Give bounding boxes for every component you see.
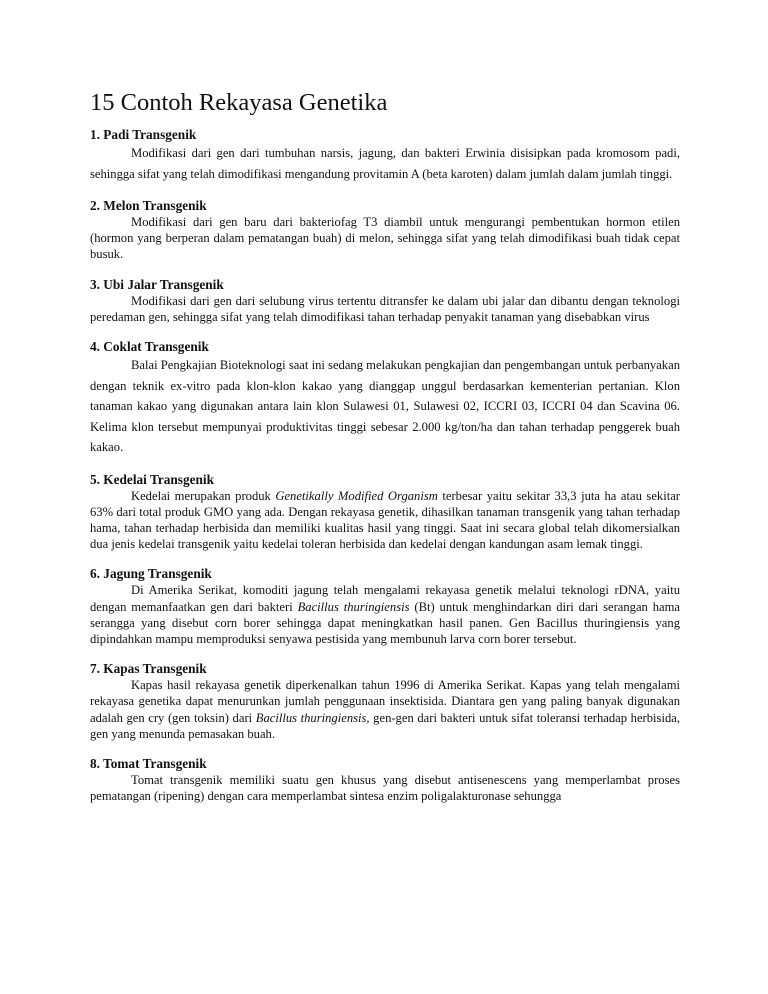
body-text: Di Amerika Serikat, komoditi jagung telah mengalami rekayasa genetik melalui teknologi rDNA, yaitu dengan memanfaatkan gen dari bakteri bbox=[90, 583, 680, 614]
section-title: 6. Jagung Transgenik bbox=[90, 566, 212, 582]
section-coklat bbox=[90, 338, 680, 458]
section-body: Tomat transgenik memiliki suatu gen khusus yang disebut antisenescens yang memperlambat proses pematangan (ripening) dengan cara memperlambat sintesa enzim poligalakturonase sehungga bbox=[90, 772, 680, 804]
body-text: (Bt) untuk menghindarkan diri dari serangan hama serangga yang disebut corn borer sehingga dapat meningkatkan hasil panen. Gen Bacillus thuringiensis yang dipindahkan mampu memproduksi senyawa pestisida yang membunuh larva corn borer tersebut. bbox=[90, 599, 680, 646]
section-title: 8. Tomat Transgenik bbox=[90, 755, 207, 771]
section-body bbox=[90, 582, 680, 647]
section-title: 7. Kapas Transgenik bbox=[90, 661, 207, 677]
section-jagung bbox=[90, 565, 680, 647]
section-body bbox=[90, 677, 680, 742]
section-title: 5. Kedelai Transgenik bbox=[90, 471, 214, 487]
section-title: 1. Padi Transgenik bbox=[90, 127, 197, 142]
section-ubi-jalar bbox=[90, 276, 680, 325]
section-body: Balai Pengkajian Bioteknologi saat ini sedang melakukan pengkajian dan pengembangan untuk perbanyakan dengan teknik ex-vitro pada klon-klon kakao yang dianggap unggul berdasarkan kementerian pertanian. Klon tanaman kakao yang digunakan antara lain klon Sulawesi 01, Sulawesi 02, ICCRI 03, ICCRI 04 dan Scavina 06. Kelima klon tersebut mempunyai produktivitas tinggi sebesar 2.000 kg/ton/ha dan tahan terhadap penggerek buah kakao. bbox=[90, 358, 680, 455]
section-title: 2. Melon Transgenik bbox=[90, 198, 207, 213]
body-text: Kapas hasil rekayasa genetik diperkenalkan tahun 1996 di Amerika Serikat. Kapas yang telah mengalami rekayasa genetika dapat menurunkan jumlah penggunaan insektisida. Diantara gen yang paling banyak digunakan adalah gen cry (gen toksin) dari bbox=[90, 678, 680, 725]
document-page bbox=[90, 88, 680, 817]
section-title: 3. Ubi Jalar Transgenik bbox=[90, 276, 224, 292]
section-body: Modifikasi dari gen baru dari bakteriofag T3 diambil untuk mengurangi pembentukan hormon etilen (hormon yang berperan dalam pematangan buah) di melon, sehingga sifat yang telah dimodifikasi buah tidak cepat busuk. bbox=[90, 215, 680, 262]
section-body: Modifikasi dari gen dari selubung virus tertentu ditransfer ke dalam ubi jalar dan dibantu dengan teknologi peredaman gen, sehingga sifat yang telah dimodifikasi tahan terhadap penyakit tanaman yang disebabkan virus bbox=[90, 293, 680, 324]
section-melon bbox=[90, 197, 680, 263]
document-title: 15 Contoh Rekayasa Genetika bbox=[90, 89, 388, 116]
section-tomat bbox=[90, 755, 680, 804]
body-text: , gen-gen dari bakteri untuk sifat toleransi terhadap herbisida, gen yang menunda pemasakan buah. bbox=[90, 710, 680, 741]
species-name: Bacillus thuringiensis bbox=[255, 710, 367, 725]
section-padi bbox=[90, 126, 680, 184]
section-body bbox=[90, 488, 680, 553]
body-text: terbesar yaitu sekitar 33,3 juta ha atau sekitar 63% dari total produk GMO yang ada. Dengan rekayasa genetik, dihasilkan tanaman transgenik yang tahan terhadap hama, tahan terhadap herbisida dan memiliki kualitas hasil yang tinggi. Saat ini secara global telah dikomersialkan dua jenis kedelai transgenik yaitu kedelai toleran herbisida dan kedelai dengan kandungan asam lemak tinggi. bbox=[90, 488, 680, 552]
species-name: Bacillus thuringiensis bbox=[297, 599, 410, 614]
section-title: 4. Coklat Transgenik bbox=[90, 339, 209, 355]
section-kapas bbox=[90, 660, 680, 742]
section-body: Modifikasi dari gen dari tumbuhan narsis, jagung, dan bakteri Erwinia disisipkan pada kromosom padi, sehingga sifat yang telah dimodifikasi mengandung provitamin A (beta karoten) dalam jumlah dalam jumlah tinggi. bbox=[90, 146, 680, 181]
body-text: Kedelai merupakan produk bbox=[131, 488, 276, 503]
section-kedelai bbox=[90, 471, 680, 553]
organism-term: Genetikally Modified Organism bbox=[275, 488, 438, 503]
